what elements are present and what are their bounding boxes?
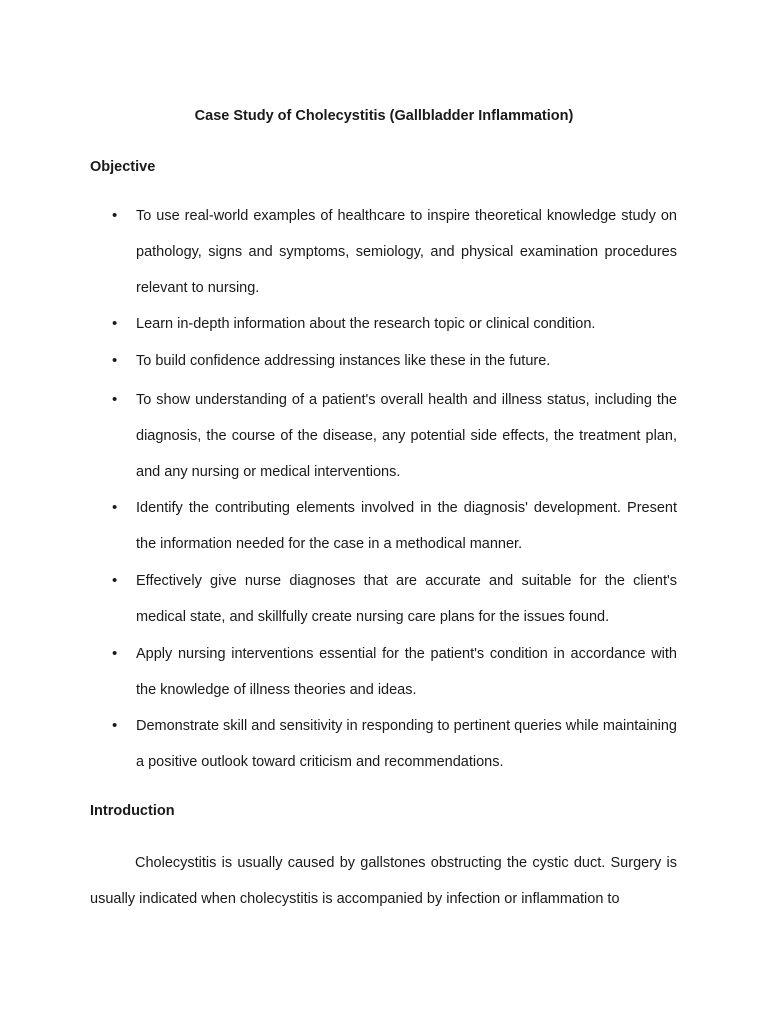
introduction-paragraph: Cholecystitis is usually caused by gallstones obstructing the cystic duct. Surgery is usually indicated when cholecystitis is accompanied by infection or inflammation to — [90, 855, 677, 907]
objective-item: • To show understanding of a patient's overall health and illness status, including the diagnosis, the course of the disease, any potential side effects, the treatment plan, and any nursing or medical interventions. — [136, 382, 677, 490]
objective-item: • Learn in-depth information about the research topic or clinical condition. — [136, 306, 677, 342]
introduction-heading: Introduction — [90, 803, 175, 819]
objective-item: • To use real-world examples of healthcare to inspire theoretical knowledge study on pathology, signs and symptoms, semiology, and physical examination procedures relevant to nursing. — [136, 198, 677, 306]
objective-heading: Objective — [90, 159, 156, 175]
objective-item: • To build confidence addressing instances like these in the future. — [136, 343, 677, 379]
objective-item: • Apply nursing interventions essential for the patient's condition in accordance with the knowledge of illness theories and ideas. — [136, 636, 677, 708]
document-title: Case Study of Cholecystitis (Gallbladder Inflammation) — [194, 108, 574, 124]
objective-item: • Demonstrate skill and sensitivity in responding to pertinent queries while maintaining a positive outlook toward criticism and recommendations. — [136, 708, 677, 780]
objective-item: • Effectively give nurse diagnoses that are accurate and suitable for the client's medical state, and skillfully create nursing care plans for the issues found. — [136, 563, 677, 635]
objective-item: • Identify the contributing elements involved in the diagnosis' development. Present the information needed for the case in a methodical manner. — [136, 490, 677, 562]
